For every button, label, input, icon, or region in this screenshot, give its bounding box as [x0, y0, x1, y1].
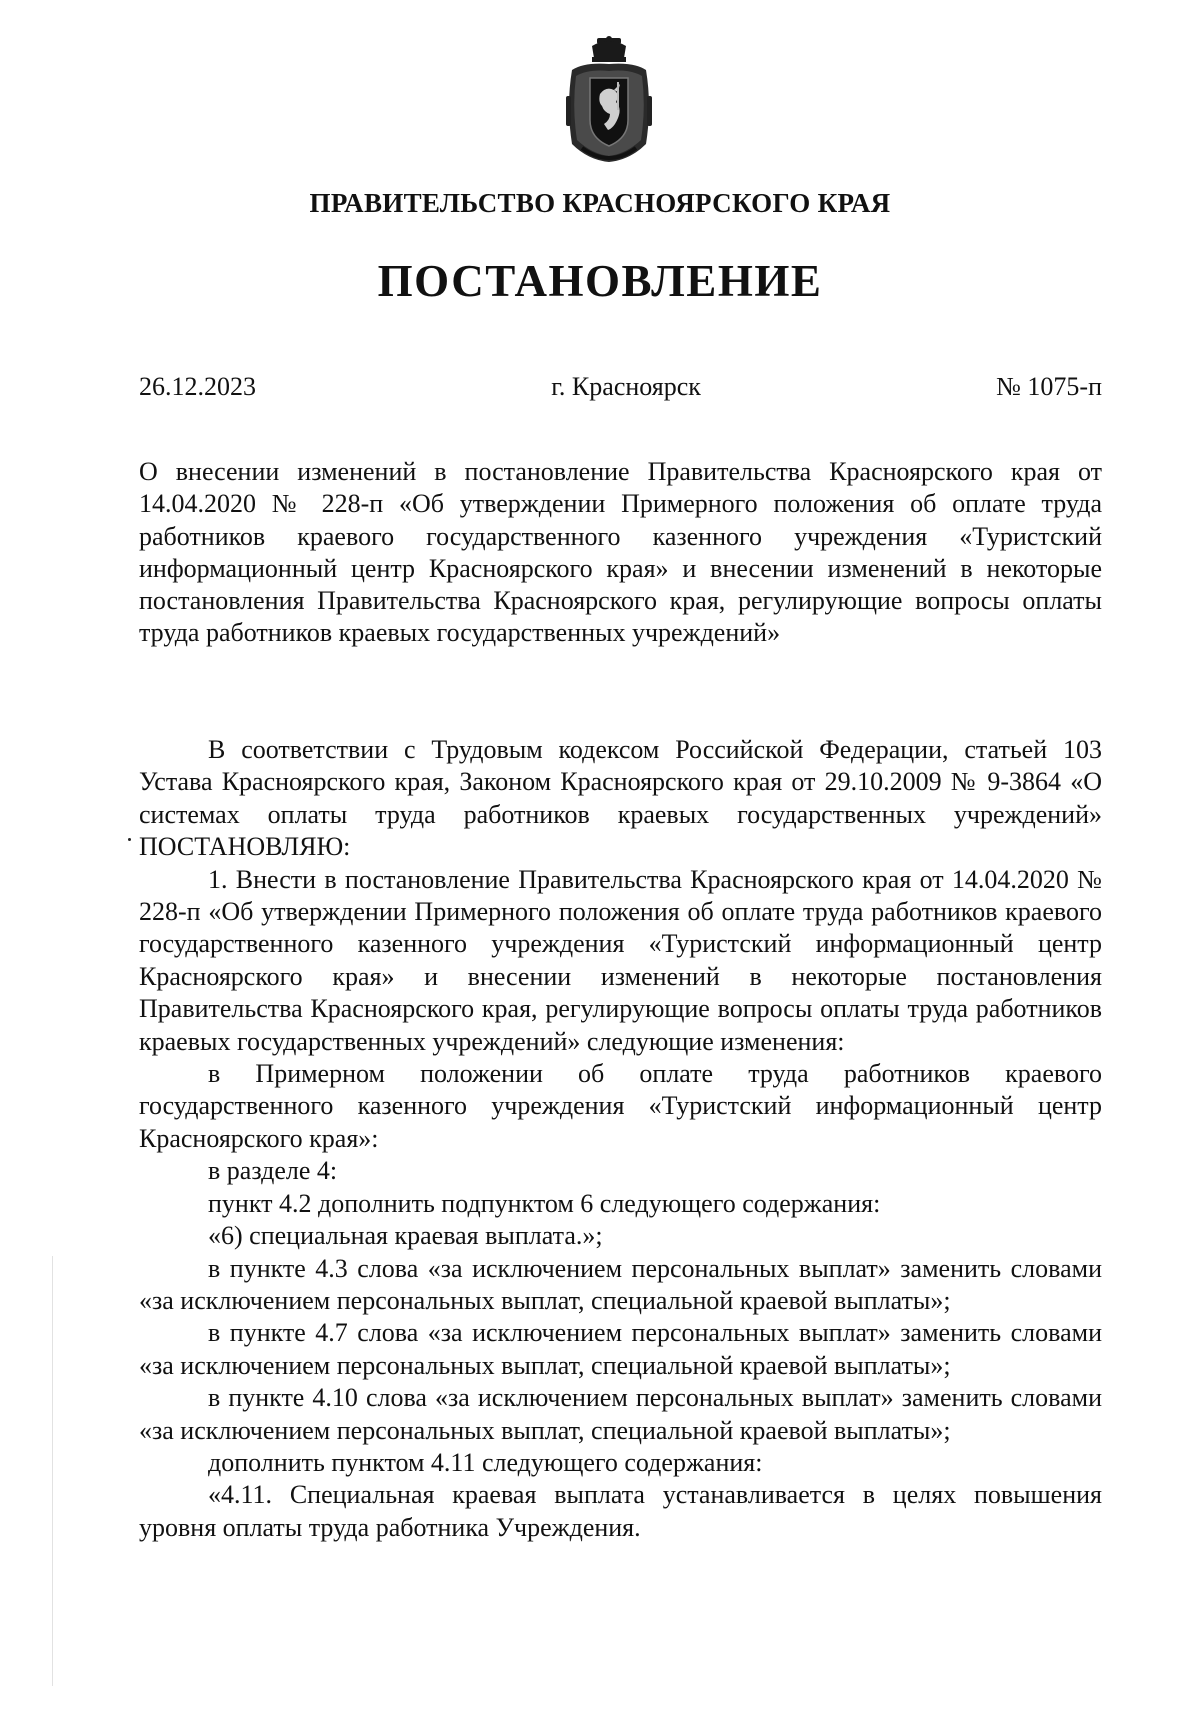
document-number: № 1075-п	[996, 372, 1102, 401]
body-paragraph: 1. Внести в постановление Правительства Красноярского края от 14.04.2020 № 228-п «Об утверждении Примерного положения об оплате труда работников краевого государственного казенного учреждения «Туристский информационный центр Красноярского края» и внесении изменений в некоторые постановления Правительства Красноярского края, регулирующие вопросы оплаты труда работников краевых государственных учреждений» следующие изменения:	[139, 864, 1102, 1056]
body-paragraph: В соответствии с Трудовым кодексом Российской Федерации, статьей 103 Устава Красноярского края, Законом Красноярского края от 29.10.2009 № 9-3864 «О системах оплаты труда работников краевых государственных учреждений» ПОСТАНОВЛЯЮ:	[139, 735, 1102, 862]
body-paragraph: «4.11. Специальная краевая выплата устанавливается в целях повышения уровня оплаты труда работника Учреждения.	[139, 1480, 1102, 1542]
body-paragraph: дополнить пунктом 4.11 следующего содержания:	[208, 1447, 763, 1477]
body-paragraph: в пункте 4.7 слова «за исключением персональных выплат» заменить словами «за исключением персональных выплат, специальной краевой выплаты»;	[139, 1318, 1102, 1380]
krasnoyarsk-coat-of-arms-icon	[562, 36, 656, 166]
body-paragraph: пункт 4.2 дополнить подпунктом 6 следующего содержания:	[208, 1188, 881, 1218]
document-body	[139, 734, 1102, 1544]
scan-artifact-dot	[128, 838, 131, 841]
scan-artifact-line	[52, 1256, 53, 1686]
body-paragraph: в пункте 4.10 слова «за исключением персональных выплат» заменить словами «за исключением персональных выплат, специальной краевой выплаты»;	[139, 1383, 1102, 1445]
document-date: 26.12.2023	[139, 372, 256, 401]
document-subject: О внесении изменений в постановление Правительства Красноярского края от 14.04.2020 № 228-п «Об утверждении Примерного положения об оплате труда работников краевого государственного казенного учреждения «Туристский информационный центр Красноярского края» и внесении изменений в некоторые постановления Правительства Красноярского края, регулирующие вопросы оплаты труда работников краевых государственных учреждений»	[139, 457, 1102, 648]
organization-title: ПРАВИТЕЛЬСТВО КРАСНОЯРСКОГО КРАЯ	[309, 188, 891, 218]
document-city: г. Красноярск	[551, 372, 701, 401]
body-paragraph: «6) специальная краевая выплата.»;	[208, 1221, 603, 1251]
body-paragraph: в Примерном положении об оплате труда работников краевого государственного казенного учреждения «Туристский информационный центр Красноярского края»:	[139, 1059, 1102, 1153]
body-paragraph: в разделе 4:	[208, 1156, 338, 1186]
document-type-title: ПОСТАНОВЛЕНИЕ	[377, 256, 823, 306]
document-meta-row	[139, 372, 1102, 402]
body-paragraph: в пункте 4.3 слова «за исключением персональных выплат» заменить словами «за исключением персональных выплат, специальной краевой выплаты»;	[139, 1253, 1102, 1315]
